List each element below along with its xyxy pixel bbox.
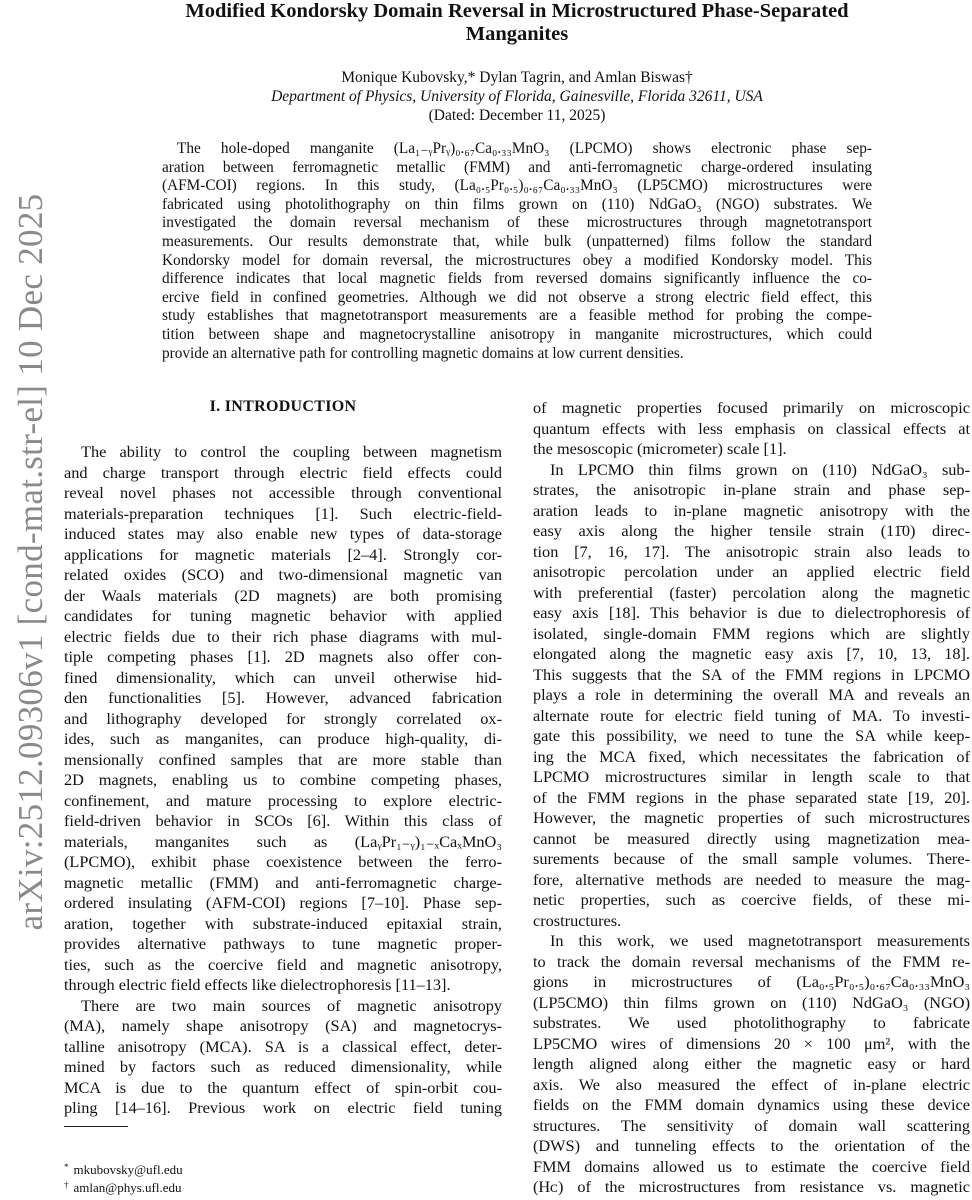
abstract-line: The hole-doped manganite (La₁₋ᵧPrᵧ)₀.₆₇Ca₀.₃₃MnO₃ (LPCMO) shows electronic phase sep- — [177, 140, 872, 157]
text-line: LPCMO microstructures similar in length scale to that — [533, 767, 970, 786]
text-line: netic properties, such as coercive fields, of these mi- — [533, 890, 970, 909]
abstract-line: tition between shape and magnetocrystalline anisotropy in manganite microstructures, which could — [162, 325, 872, 343]
footnote — [64, 1177, 182, 1196]
text-line: fore, alternative methods are needed to measure the mag- — [533, 869, 970, 889]
text-line: axis. We also measured the effect of in-plane electric — [533, 1074, 970, 1094]
abstract-line: Kondorsky model for domain reversal, the microstructures obey a modified Kondorsky model. This — [162, 251, 872, 269]
text-line: fined dimensionality, which can unveil otherwise hid- — [64, 667, 502, 687]
arxiv-identifier-stamp: arXiv:2512.09306v1 [cond-mat.str-el] 10 Dec 2025 — [11, 193, 50, 931]
title-line: Modified Kondorsky Domain Reversal in Microstructured Phase-Separated — [185, 0, 849, 22]
text-line: ides, such as manganites, can produce high-quality, di- — [64, 729, 502, 748]
text-line: The ability to control the coupling between magnetism — [81, 442, 502, 461]
abstract-line: investigated the domain reversal mechanism of these microstructures through magnetotransport — [162, 214, 872, 232]
text-line: In this work, we used magnetotransport measurements — [550, 931, 970, 950]
text-line: of magnetic properties focused primarily on microscopic — [533, 398, 970, 417]
text-line: and charge transport through electric field effects could — [64, 462, 502, 482]
text-line: This suggests that the SA of the FMM regions in LPCMO — [533, 664, 970, 684]
paragraph — [64, 996, 502, 1119]
text-line: There are two main sources of magnetic anisotropy — [81, 995, 502, 1015]
text-line: plays a role in determining the overall MA and reveals an — [533, 685, 970, 704]
text-line: However, the magnetic properties of such microstructures — [533, 808, 970, 827]
text-line: and lithography developed for strongly correlated ox- — [64, 708, 502, 728]
text-line: the mesoscopic (micrometer) scale [1]. — [533, 439, 787, 458]
text-line: structures. The sensitivity of domain wall scattering — [533, 1115, 970, 1135]
text-line: field-driven behavior in SCOs [6]. Within this class of — [64, 811, 502, 830]
text-line: gions in microstructures of (La₀.₅Pr₀.₅)₀.₆₇Ca₀.₃₃MnO₃ — [533, 972, 970, 991]
text-line: tion [7, 16, 17]. The anisotropic strain also leads to — [533, 541, 970, 561]
text-line: with preferential (faster) percolation along the magnetic — [533, 582, 970, 602]
text-line: easy axis along the higher tensile strain (11̄0) direc- — [533, 521, 970, 540]
text-line: In LPCMO thin films grown on (110) NdGaO₃ sub- — [550, 459, 970, 479]
text-line: of the FMM regions in the phase separated state [19, 20]. — [533, 787, 970, 807]
paper-title — [64, 0, 970, 46]
footnote — [64, 1159, 183, 1178]
text-line: (LP5CMO) thin films grown on (110) NdGaO₃ (NGO) — [533, 992, 970, 1012]
text-line: gate this possibility, we need to tune the SA while keep- — [533, 726, 970, 745]
text-line: induced states may also enable new types of data-storage — [64, 524, 502, 543]
abstract-line: aration between ferromagnetic metallic (FMM) and anti-ferromagnetic charge-ordered insulating — [162, 158, 872, 176]
text-line: mensionally confined samples that are more stable than — [64, 749, 502, 769]
text-line: anisotropic percolation under an applied electric field — [533, 562, 970, 581]
text-line: alternate route for electric field tuning of MA. To investi- — [533, 705, 970, 725]
abstract-line: study establishes that magnetotransport measurements are a feasible method for probing the compe- — [162, 307, 872, 325]
text-line: provides alternative pathways to tune magnetic proper- — [64, 934, 502, 953]
text-line: (MA), namely shape anisotropy (SA) and magnetocrys- — [64, 1016, 502, 1035]
text-line: materials-preparation techniques [1]. Such electric-field- — [64, 503, 502, 523]
text-line: applications for magnetic materials [2–4]. Strongly cor- — [64, 544, 502, 564]
text-line: candidates for tuning magnetic behavior with applied — [64, 606, 502, 625]
text-line: surements because of the small sample volumes. There- — [533, 849, 970, 868]
paragraph — [533, 460, 970, 932]
text-line: elongated along the magnetic easy axis [7, 10, 13, 18]. — [533, 644, 970, 663]
section-heading-introduction: I. INTRODUCTION — [209, 398, 357, 415]
paragraph — [533, 931, 970, 1198]
text-line: through electric field effects like dielectrophoresis [11–13]. — [64, 975, 451, 994]
text-line: mined by factors such as reduced dimensionality, while — [64, 1057, 502, 1076]
title-line: Manganites — [465, 23, 569, 45]
text-line: (DWS) and tunneling effects to the orientation of the — [533, 1136, 970, 1155]
text-line: confinement, and mature processing to explore electric- — [64, 790, 502, 810]
text-line: magnetic metallic (FMM) and anti-ferromagnetic charge- — [64, 872, 502, 892]
text-line: strates, the anisotropic in-plane strain and phase sep- — [533, 480, 970, 499]
text-line: aration, together with substrate-induced epitaxial strain, — [64, 913, 502, 933]
footnote-email-link[interactable]: amlan@phys.ufl.edu — [73, 1180, 182, 1195]
text-line: substrates. We used photolithography to fabricate — [533, 1013, 970, 1032]
text-line: reveal novel phases not accessible through conventional — [64, 483, 502, 502]
text-line: isolated, single-domain FMM regions which are slightly — [533, 623, 970, 643]
abstract-line: ercive field in confined geometries. Although we did not observe a strong electric field effect, this — [162, 288, 872, 306]
text-line: fields on the FMM domain dynamics using these device — [533, 1095, 970, 1114]
text-line: crostructures. — [533, 910, 622, 930]
footnote-mark: † — [64, 1180, 69, 1190]
abstract — [162, 140, 872, 363]
text-line: FMM domains allowed us to estimate the coercive field — [533, 1156, 970, 1176]
author-list: Monique Kubovsky,* Dylan Tagrin, and Amlan Biswas† — [341, 69, 693, 86]
text-line: easy axis [18]. This behavior is due to dielectrophoresis of — [533, 603, 970, 622]
text-line: (Hᴄ) of the microstructures from resistance vs. magnetic — [533, 1177, 970, 1196]
text-line: quantum effects with less emphasis on classical effects at — [533, 418, 970, 438]
text-line: 2D magnets, enabling us to combine competing phases, — [64, 770, 502, 789]
abstract-line: measurements. Our results demonstrate that, while bulk (unpatterned) films follow the standard — [162, 232, 872, 250]
text-line: der Waals materials (2D magnets) are both promising — [64, 585, 502, 605]
text-line: pling [14–16]. Previous work on electric field tuning — [64, 1098, 502, 1117]
text-line: cannot be measured directly using magnetization mea- — [533, 828, 970, 848]
text-line: tiple competing phases [1]. 2D magnets also offer con- — [64, 647, 502, 666]
text-line: related oxides (SCO) and two-dimensional magnetic van — [64, 565, 502, 584]
text-line: MCA is due to the quantum effect of spin-orbit cou- — [64, 1077, 502, 1097]
paragraph — [64, 442, 502, 996]
footnote-rule — [64, 1126, 128, 1127]
date-line: (Dated: December 11, 2025) — [428, 107, 606, 124]
text-line: aration leads to in-plane magnetic anisotropy with the — [533, 500, 970, 520]
text-line: ordered insulating (AFM-COI) regions [7–10]. Phase sep- — [64, 893, 502, 912]
text-line: to track the domain reversal mechanisms of the FMM re- — [533, 951, 970, 971]
footnote-email-link[interactable]: mkubovsky@ufl.edu — [73, 1162, 183, 1177]
abstract-line: provide an alternative path for controlling magnetic domains at low current densities. — [162, 344, 684, 362]
footnote-mark: * — [64, 1162, 69, 1172]
text-line: materials, manganites such as (LaᵧPr₁₋ᵧ)₁₋ₓCaₓMnO₃ — [64, 831, 502, 851]
affiliation: Department of Physics, University of Florida, Gainesville, Florida 32611, USA — [271, 88, 763, 105]
text-line: talline anisotropy (MCA). SA is a classical effect, deter- — [64, 1036, 502, 1056]
abstract-line: difference indicates that local magnetic fields from reversed domains significantly influence the co- — [162, 270, 872, 288]
paragraph — [533, 398, 970, 460]
abstract-line: (AFM-COI) regions. In this study, (La₀.₅Pr₀.₅)₀.₆₇Ca₀.₃₃MnO₃ (LP5CMO) microstructures were — [162, 177, 872, 195]
text-line: ties, such as the coercive field and magnetic anisotropy, — [64, 954, 502, 974]
text-line: (LPCMO), exhibit phase coexistence between the ferro- — [64, 852, 502, 871]
left-column — [64, 442, 502, 1119]
text-line: LP5CMO wires of dimensions 20 × 100 μm², with the — [533, 1033, 970, 1053]
abstract-line: fabricated using photolithography on thin films grown on (110) NdGaO₃ (NGO) substrates. We — [162, 195, 872, 213]
text-line: ing the MCA fixed, which necessitates the fabrication of — [533, 746, 970, 766]
right-column — [533, 398, 970, 1198]
text-line: length aligned along either the magnetic easy or hard — [533, 1054, 970, 1073]
text-line: den functionalities [5]. However, advanced fabrication — [64, 688, 502, 707]
text-line: electric fields due to their rich phase diagrams with mul- — [64, 626, 502, 646]
